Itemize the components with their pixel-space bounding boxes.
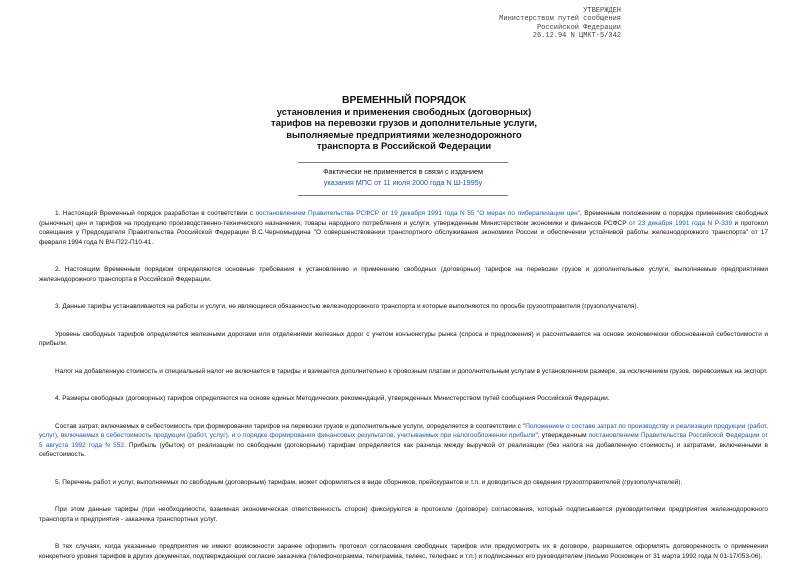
paragraph-text: Состав затрат, включаемых в себестоимость при формировании тарифов на перевозки грузов и дополнительные услуги, определяется в соответствии с ": [55, 422, 526, 430]
decree-link[interactable]: постановлением Правительства Российской Федерации от 5 августа 1992 года N 552: [39, 432, 768, 449]
title-line: транспорта в Российской Федерации: [316, 139, 492, 151]
paragraph-6: 4. Размеры свободных (договорных) тарифов определяются на основе единых Методических рекомендаций, утвержденных Министерством путей сообщения Российской Федерации.: [55, 395, 610, 402]
approval-stamp: [499, 7, 621, 40]
paragraph-8: 5. Перечень работ и услуг, выполняемых по свободным (договорным) тарифам, может оформляться в виде сборников, прейскурантов и т.п. и доводиться до сведения грузоотправителей (грузополучателей).: [55, 478, 683, 486]
paragraph-text: . Прибыль (убыток) от реализации по свободным (договорным) тарифам определяется как разница между выручкой от реализации (без налога на добавленную стоимость) и затратами, включенными в себестоимость.: [39, 441, 768, 458]
paragraph-1: [39, 209, 768, 247]
divider: [298, 195, 508, 196]
notice-text: Фактически не применяется в связи с изданием: [323, 167, 483, 176]
paragraph-5: Налог на добавленную стоимость и специальный налог не включается в тарифы и взимается дополнительно к провозным платам и дополнительным услугам в установленном размере, за исключением грузов, перевозимых на экспорт.: [55, 367, 768, 375]
regulation-link[interactable]: Положением о составе затрат по производству и реализации продукции (работ, услуг), включаемых в себестоимость продукции (работ, услуг), и о порядке формирования финансовых результатов, учитываемых при налогообложении прибыли: [39, 422, 768, 439]
divider: [298, 162, 508, 163]
document-title: [203, 95, 605, 151]
status-notice: [248, 167, 558, 188]
title-line: выполняемые предприятиями железнодорожного: [286, 128, 522, 140]
paragraph-9: При этом данные тарифы (при необходимости, взаимная экономическая ответственность сторон) фиксируются в протоколе (договоре) согласования, который подписывается руководителями предприятия железнодорожного транспорта и предприятия - заказчика транспортных услуг.: [39, 506, 768, 523]
document-body: [39, 209, 768, 579]
decree-link[interactable]: постановлением Правительства РСФСР от 19 декабря 1991 года N 55 "О мерах по либерализации цен": [255, 210, 581, 217]
approval-line: Министерством путей сообщения: [499, 15, 621, 24]
paragraph-text: и протокол совещания у Председателя Правительства Российской Федерации В.С.Черномырдина "О совершенствовании транспортного обслуживания экономики России и обеспечении устойчивой работы железнодорожного транспорта" от 17 февраля 1994 года N ВЧ-П22-П10-41.: [39, 219, 768, 246]
title-main: ВРЕМЕННЫЙ ПОРЯДОК: [341, 95, 466, 106]
paragraph-text: ", утвержденным: [535, 432, 589, 439]
paragraph-text: 1. Настоящий Временный порядок разработан в соответствии с: [55, 210, 256, 217]
paragraph-7: [39, 422, 768, 460]
paragraph-text: , Временным положением о порядке применения свободных (рыночных) цен и тарифов на продукцию производственно-технического назначения, товары народного потребления и услуги, утвержденным Министерством экономики и финансов РСФСР: [39, 210, 769, 227]
paragraph-10: В тех случаях, когда указанные предприятия не имеют возможности заранее оформить протокол согласования свободных тарифов или предусмотреть их в договоре, разрешается оформлять договоренность о применении конкретного уровня тарифов в других документах, подтверждающих согласие заказчика (телефонограмма, телеграмма, телекс, телефакс и т.п.) и подписанных его руководителем (письмо Роскомцен от 31 марта 1992 года N 01-17/053-06).: [39, 543, 768, 560]
paragraph-2: 2. Настоящим Временным порядком определяются основные требования к установлению и применению свободных (договорных) тарифов на перевозки грузов и дополнительные услуги, выполняемые предприятиями железнодорожного транспорта в Российской Федерации.: [39, 266, 768, 283]
notice-link[interactable]: указания МПС от 11 июля 2000 года N Ш-1995у: [323, 177, 483, 187]
approval-line: 26.12.94 N ЦМКТ-5/342: [532, 31, 621, 40]
decree-date-link[interactable]: от 23 декабря 1991 года N Р-339: [629, 219, 733, 227]
approval-line: УТВЕРЖДЕН: [583, 7, 621, 15]
title-line: тарифов на перевозки грузов и дополнительные услуги,: [271, 117, 537, 129]
paragraph-4: Уровень свободных тарифов определяется железными дорогами или отделениями железных дорог с учетом конъюнктуры рынка (спроса и предложения) и рассчитывается на основе экономически обоснованной себестоимости и прибыли.: [39, 330, 768, 347]
paragraph-3: 3. Данные тарифы устанавливаются на работы и услуги, не являющиеся обязанностью железнодорожного транспорта и которые выполняются по просьбе грузоотправителя (грузополучателя).: [55, 303, 639, 310]
approval-line: Российской Федерации: [536, 23, 621, 32]
title-line: установления и применения свободных (договорных): [276, 106, 532, 118]
